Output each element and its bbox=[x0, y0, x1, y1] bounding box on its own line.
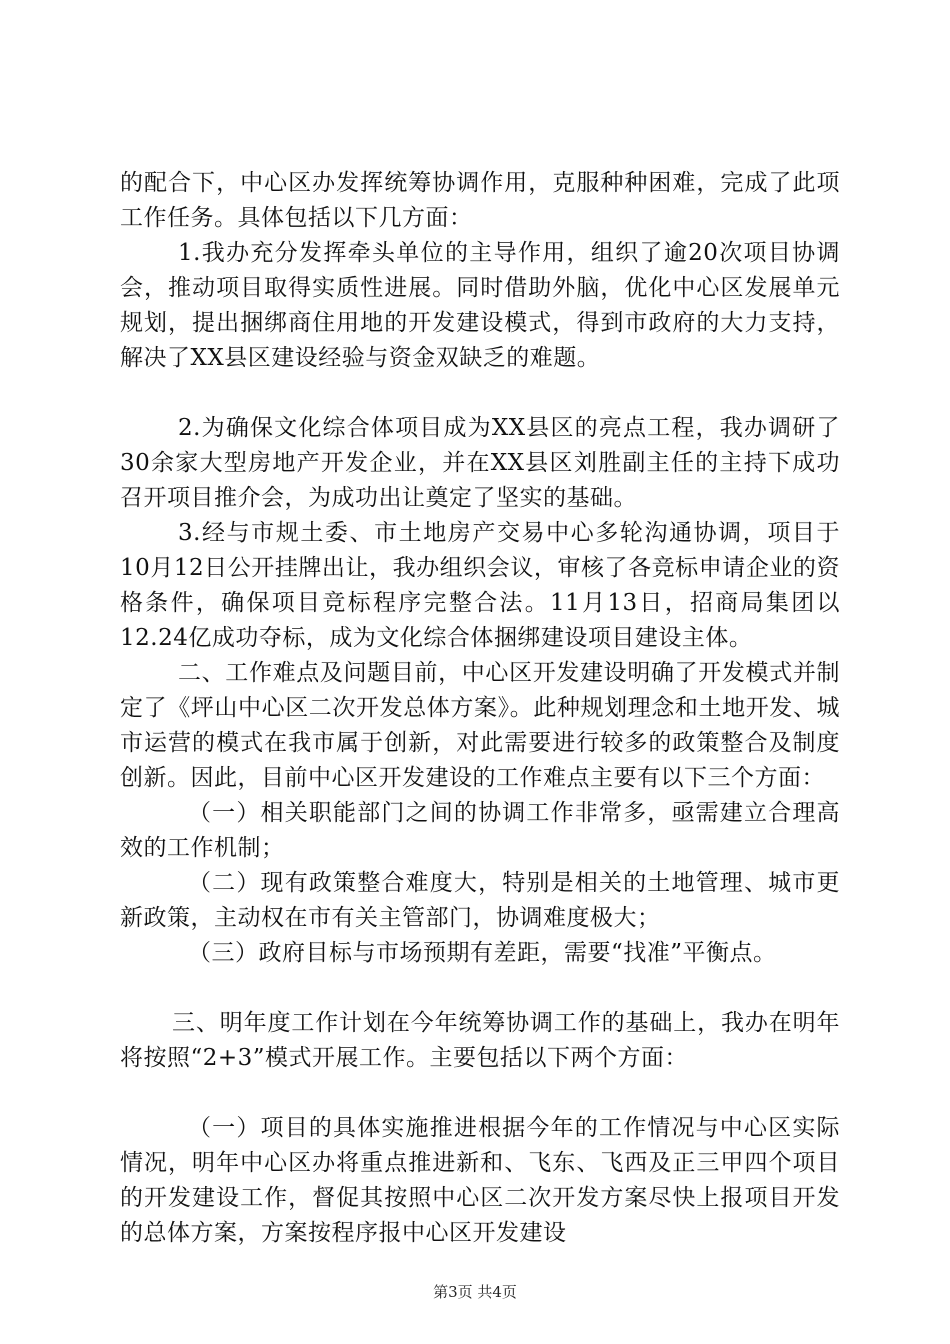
paragraph-difficulty-3: （三）政府目标与市场预期有差距，需要“找准”平衡点。 bbox=[188, 940, 777, 966]
paragraph-difficulty-2: （二）现有政策整合难度大，特别是相关的土地管理、城市更新政策，主动权在市有关主管部门，协调难度极大； bbox=[120, 870, 840, 931]
paragraph-section-3: 三、明年度工作计划在今年统筹协调工作的基础上，我办在明年将按照“2+3”模式开展工作。主要包括以下两个方面： bbox=[120, 1010, 840, 1071]
paragraph-item-1: 1.我办充分发挥牵头单位的主导作用，组织了逾20次项目协调会，推动项目取得实质性进展。同时借助外脑，优化中心区发展单元规划，提出捆绑商住用地的开发建设模式，得到市政府的大力支持，解决了XX县区建设经验与资金双缺乏的难题。 bbox=[120, 240, 840, 371]
paragraph-item-3: 3.经与市规土委、市土地房产交易中心多轮沟通协调，项目于10月12日公开挂牌出让，我办组织会议，审核了各竞标申请企业的资格条件，确保项目竞标程序完整合法。11月13日，招商局集团以12.24亿成功夺标，成为文化综合体捆绑建设项目建设主体。 bbox=[120, 520, 840, 651]
page-footer: 第3页 共4页 bbox=[433, 1283, 517, 1301]
document-body bbox=[120, 166, 840, 1251]
paragraph-item-2: 2.为确保文化综合体项目成为XX县区的亮点工程，我办调研了30余家大型房地产开发企业，并在XX县区刘胜副主任的主持下成功召开项目推介会，为成功出让奠定了坚实的基础。 bbox=[120, 415, 840, 511]
paragraph-difficulty-1: （一）相关职能部门之间的协调工作非常多，亟需建立合理高效的工作机制； bbox=[120, 800, 840, 861]
paragraph-section-2: 二、工作难点及问题目前，中心区开发建设明确了开发模式并制定了《坪山中心区二次开发总体方案》。此种规划理念和土地开发、城市运营的模式在我市属于创新，对此需要进行较多的政策整合及制度创新。因此，目前中心区开发建设的工作难点主要有以下三个方面： bbox=[120, 660, 840, 791]
paragraph-plan-1: （一）项目的具体实施推进根据今年的工作情况与中心区实际情况，明年中心区办将重点推进新和、飞东、飞西及正三甲四个项目的开发建设工作，督促其按照中心区二次开发方案尽快上报项目开发的总体方案，方案按程序报中心区开发建设 bbox=[120, 1115, 840, 1246]
paragraph-continuation: 的配合下，中心区办发挥统筹协调作用，克服种种困难，完成了此项工作任务。具体包括以下几方面： bbox=[120, 170, 840, 231]
